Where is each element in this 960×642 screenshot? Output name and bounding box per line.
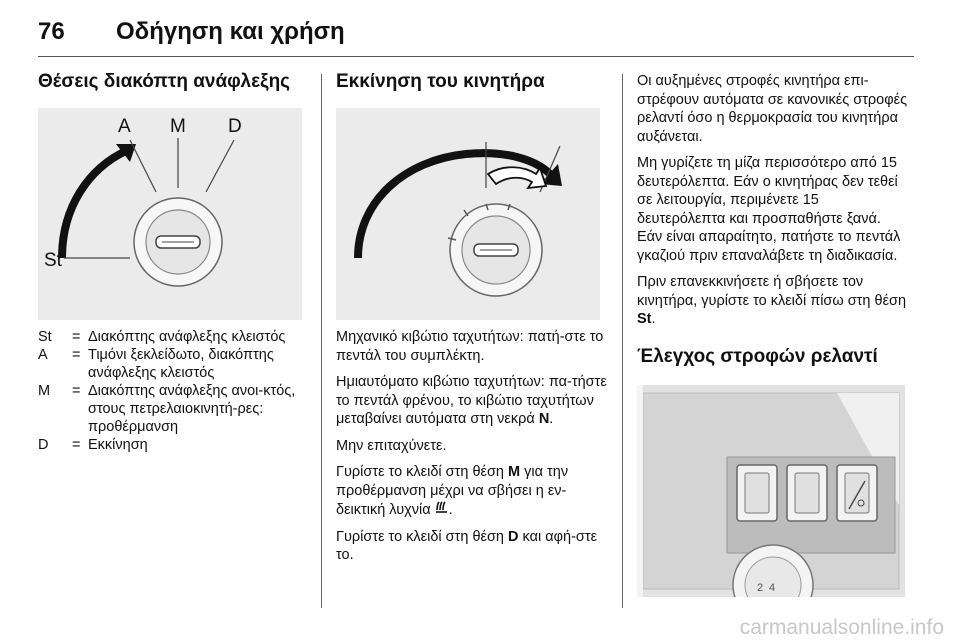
position-legend [38,328,310,454]
page-number: 76 [38,18,65,45]
key-turn-figure [336,108,600,320]
position-m-label: M [508,464,521,480]
legend-row-st [38,328,310,346]
rotation-arrow-arc [62,150,128,258]
ignition-switch-illustration [38,108,302,320]
start-paragraph [336,528,608,565]
ignition-switch-figure [38,108,302,320]
semi-auto-paragraph [336,373,608,429]
switch-middle-rocker [795,473,819,513]
legend-row-d [38,436,310,454]
legend-row-a [38,346,310,382]
gear-label-4: 4 [769,581,776,594]
legend-equals: = [72,329,81,345]
label-st: St [44,250,62,271]
label-a: A [118,116,131,137]
position-d-label: D [508,528,519,545]
pointer-line-a [130,140,156,192]
legend-equals: = [72,437,81,453]
legend-key: D [38,437,49,453]
gear-neutral-label: N [538,411,550,427]
dashboard-switch-illustration [637,385,905,597]
column-ignition-positions [38,70,310,454]
legend-equals: = [72,383,81,399]
manual-gearbox-paragraph: Μηχανικό κιβώτιο ταχυτήτων: πατή-στε το πεντάλ του συμπλέκτη. [336,329,604,364]
column-divider-left [321,74,322,608]
key-turn-illustration [336,108,600,320]
column-divider-right [622,74,623,608]
legend-key: M [38,383,51,399]
legend-key: A [38,347,48,363]
source-watermark: carmanualsonline.info [739,616,944,639]
pointer-line-d [206,140,234,192]
label-m: M [170,116,186,137]
label-d: D [228,116,242,137]
text-segment: Ημιαυτόματο κιβώτιο ταχυτήτων: πα-τήστε το πεντάλ φρένου, το κιβώτιο ταχυτήτων μεταβαίνει αυτόματα στη νεκρά [336,374,607,427]
legend-key: St [38,329,52,345]
ignition-positions-heading: Θέσεις διακόπτη ανάφλεξης [38,71,291,92]
position-st-label: St [637,311,652,327]
preheat-paragraph [336,463,608,520]
text-segment: . [549,411,554,427]
glow-plug-icon [435,500,449,520]
legend-text: Τιμόνι ξεκλείδωτο, διακόπτης ανάφλεξης κλειστός [88,347,274,381]
starter-limit-paragraph: Μη γυρίζετε τη μίζα περισσότερο από 15 δευτερόλεπτα. Εάν ο κινητήρας δεν τεθεί σε λειτουργία, περιμένετε 15 δευτερόλεπτα και προσπαθήστε ξανά. Εάν είναι απαραίτητο, πατήστε το πεντάλ γκαζιού πριν επαναλάβετε τη διαδικασία. [637,155,901,264]
legend-row-m [38,382,310,436]
column-engine-start [336,70,608,573]
text-segment: Γυρίστε το κλειδί στη θέση [336,464,509,480]
text-segment: Πριν επανεκκινήσετε ή σβήσετε τον κινητήρα, γυρίστε το κλειδί πίσω στη θέση [637,274,907,309]
legend-equals: = [72,347,81,363]
legend-text: Εκκίνηση [88,437,148,453]
return-arrow [488,167,546,188]
idle-switch-figure [637,385,905,597]
legend-text: Διακόπτης ανάφλεξης ανοι-κτός, στους πετρελαιοκινητή-ρες: προθέρμανση [88,383,296,435]
restart-paragraph [637,273,909,329]
idle-switch-rocker [845,473,869,513]
legend-text: Διακόπτης ανάφλεξης κλειστός [88,329,286,345]
text-segment: για την προθέρμανση μέχρι να σβήσει η εν-δεικτική λυχνία [336,464,569,518]
idle-control-heading: Έλεγχος στροφών ρελαντί [637,345,878,367]
header-rule [38,56,914,57]
page-header [38,14,918,54]
column-idle-control [637,72,909,597]
text-segment: . [651,311,656,327]
idle-return-paragraph: Οι αυξημένες στροφές κινητήρα επι-στρέφουν αυτόματα σε κανονικές στροφές ρελαντί όσο η θερμοκρασία του κινητήρα αυξάνεται. [637,73,908,145]
gear-label-2: 2 [757,581,764,594]
page-title: Οδήγηση και χρήση [116,18,345,45]
engine-start-heading: Εκκίνηση του κινητήρα [336,71,545,92]
text-segment: Γυρίστε το κλειδί στη θέση [336,528,509,545]
switch-left-rocker [745,473,769,513]
text-segment: . [448,502,453,518]
text-segment: και αφή-στε το. [336,528,598,563]
no-accelerate-paragraph: Μην επιταχύνετε. [336,437,447,454]
